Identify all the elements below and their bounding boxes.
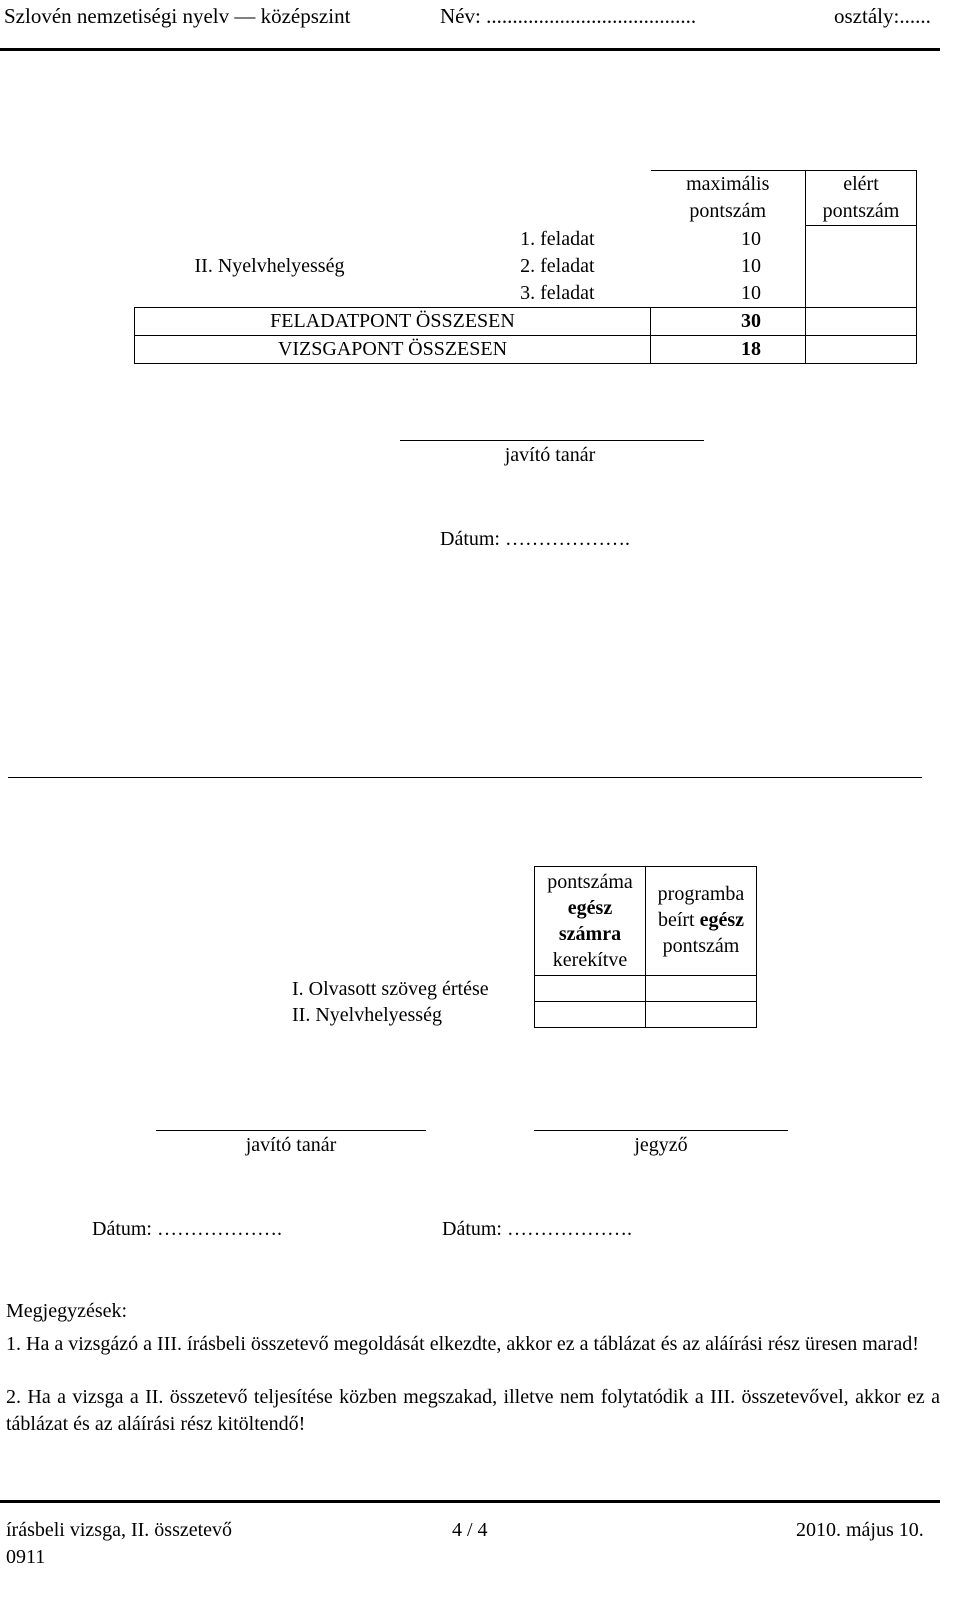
task-total-max: 30 (651, 307, 806, 335)
date-dots[interactable]: ………………. (505, 528, 630, 550)
achieved-score-header: elért pontszám (806, 171, 917, 226)
task-total-achieved[interactable] (806, 307, 917, 335)
notes-title: Megjegyzések: (6, 1300, 128, 1322)
footer-rule (0, 1500, 940, 1503)
footer-date: 2010. május 10. (796, 1519, 924, 1541)
date-field-2 (92, 1218, 282, 1241)
row-label-grammar: II. Nyelvhelyesség (292, 1003, 442, 1026)
task-3-label: 3. feladat (520, 281, 595, 304)
date-field-1 (440, 528, 630, 551)
task-total-label: FELADATPONT ÖSSZESEN (135, 307, 651, 335)
score-table (134, 170, 917, 364)
date-dots[interactable]: ………………. (507, 1218, 632, 1240)
program-score-header: programba beírt egész pontszám (646, 867, 757, 976)
task-1-label: 1. feladat (520, 227, 595, 250)
signature-line-teacher-2 (156, 1130, 426, 1131)
header-class-field: osztály:...... (834, 4, 931, 28)
row-label-reading: I. Olvasott szöveg értése (292, 977, 489, 1000)
header-name-field: Név: ........................................ (440, 4, 697, 28)
exam-total-achieved[interactable] (806, 335, 917, 363)
signature-label-teacher: javító tanár (504, 444, 596, 466)
note-1: 1. Ha a vizsgázó a III. írásbeli összetevő megoldását elkezdte, akkor ez a táblázat és az aláírási rész üresen marad! (6, 1333, 919, 1355)
signature-label-clerk: jegyző (634, 1134, 688, 1156)
footer-code: 0911 (6, 1546, 46, 1568)
rounding-table (292, 866, 757, 1028)
footer-exam-part: írásbeli vizsga, II. összetevő (6, 1519, 233, 1541)
task-1-max: 10 (741, 227, 761, 250)
date-label: Dátum: (440, 528, 500, 550)
grammar-rounded-cell[interactable] (535, 1002, 646, 1028)
date-label: Dátum: (92, 1218, 152, 1240)
task-3-achieved[interactable] (806, 280, 917, 308)
header-subject: Szlovén nemzetiségi nyelv — középszint (4, 4, 351, 28)
header-rule (0, 48, 940, 51)
task-1-achieved[interactable] (806, 226, 917, 253)
date-field-3 (442, 1218, 632, 1241)
date-label: Dátum: (442, 1218, 502, 1240)
rounded-score-header: pontszáma egész számra kerekítve (535, 867, 646, 976)
task-3-max: 10 (741, 281, 761, 304)
task-2-achieved[interactable] (806, 253, 917, 280)
signature-line-clerk (534, 1130, 788, 1131)
footer-page-number: 4 / 4 (452, 1519, 488, 1541)
grammar-program-cell[interactable] (646, 1002, 757, 1028)
note-2: 2. Ha a vizsga a II. összetevő teljesítése közben megszakad, illetve nem folytatódik a III. összetevővel, akkor ez a táblázat és az aláírási rész kitöltendő! (6, 1386, 940, 1435)
exam-total-label: VIZSGAPONT ÖSSZESEN (135, 335, 651, 363)
section-label: II. Nyelvhelyesség (194, 254, 345, 277)
task-2-label: 2. feladat (520, 254, 595, 277)
signature-label-teacher-2: javító tanár (245, 1134, 337, 1156)
max-score-header: maximális pontszám (651, 171, 806, 226)
signature-line-teacher (400, 440, 704, 441)
reading-program-cell[interactable] (646, 976, 757, 1002)
exam-total-max: 18 (651, 335, 806, 363)
date-dots[interactable]: ………………. (157, 1218, 282, 1240)
task-2-max: 10 (741, 254, 761, 277)
reading-rounded-cell[interactable] (535, 976, 646, 1002)
section-separator (8, 777, 922, 778)
